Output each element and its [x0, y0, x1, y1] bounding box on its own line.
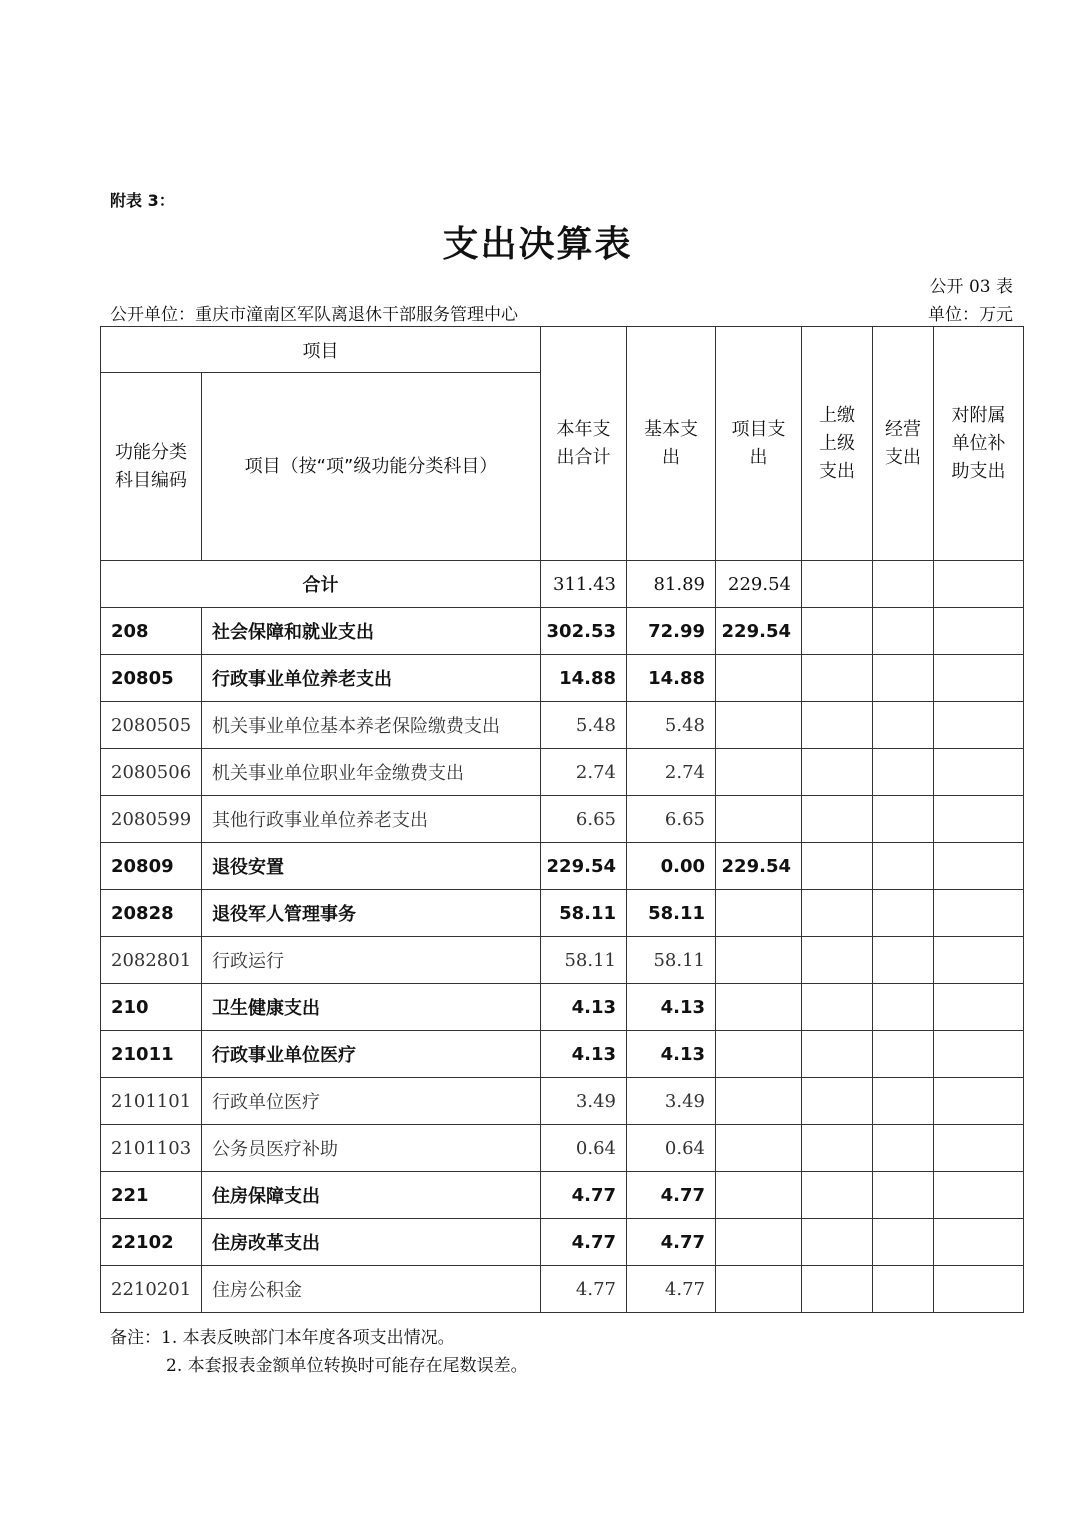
row-superior — [802, 1125, 873, 1172]
table-row — [101, 655, 1024, 702]
table-row — [101, 890, 1024, 937]
header-total: 本年支出合计 — [541, 327, 627, 561]
row-project — [716, 890, 802, 937]
row-business — [873, 1078, 934, 1125]
row-project — [716, 702, 802, 749]
row-superior — [802, 608, 873, 655]
total-business — [873, 561, 934, 608]
row-name: 行政事业单位医疗 — [202, 1031, 541, 1078]
row-total: 4.13 — [541, 1031, 627, 1078]
row-business — [873, 1172, 934, 1219]
table-row — [101, 843, 1024, 890]
row-code: 210 — [101, 984, 202, 1031]
row-basic: 5.48 — [627, 702, 716, 749]
total-subsidy — [934, 561, 1024, 608]
row-business — [873, 937, 934, 984]
row-total: 302.53 — [541, 608, 627, 655]
row-basic: 72.99 — [627, 608, 716, 655]
row-code: 2080599 — [101, 796, 202, 843]
row-code: 21011 — [101, 1031, 202, 1078]
row-business — [873, 1125, 934, 1172]
row-total: 58.11 — [541, 937, 627, 984]
row-total: 2.74 — [541, 749, 627, 796]
row-basic: 0.00 — [627, 843, 716, 890]
row-basic: 6.65 — [627, 796, 716, 843]
row-total: 0.64 — [541, 1125, 627, 1172]
row-subsidy — [934, 1078, 1024, 1125]
row-superior — [802, 1219, 873, 1266]
header-subsidy: 对附属单位补助支出 — [934, 327, 1024, 561]
row-name: 行政运行 — [202, 937, 541, 984]
row-name: 机关事业单位职业年金缴费支出 — [202, 749, 541, 796]
row-project — [716, 1031, 802, 1078]
row-name: 行政事业单位养老支出 — [202, 655, 541, 702]
row-code: 20805 — [101, 655, 202, 702]
table-row — [101, 702, 1024, 749]
row-total: 3.49 — [541, 1078, 627, 1125]
row-business — [873, 1219, 934, 1266]
row-name: 其他行政事业单位养老支出 — [202, 796, 541, 843]
row-name: 退役军人管理事务 — [202, 890, 541, 937]
row-project — [716, 937, 802, 984]
row-subsidy — [934, 843, 1024, 890]
notes — [110, 1324, 528, 1380]
table-row — [101, 1031, 1024, 1078]
row-basic: 4.13 — [627, 984, 716, 1031]
row-subsidy — [934, 749, 1024, 796]
row-project — [716, 984, 802, 1031]
row-basic: 4.77 — [627, 1172, 716, 1219]
row-project: 229.54 — [716, 843, 802, 890]
row-basic: 14.88 — [627, 655, 716, 702]
table-number: 公开 03 表 — [929, 277, 1013, 297]
table-row — [101, 937, 1024, 984]
row-superior — [802, 655, 873, 702]
row-total: 6.65 — [541, 796, 627, 843]
row-business — [873, 984, 934, 1031]
row-superior — [802, 749, 873, 796]
table-row — [101, 1266, 1024, 1313]
row-project — [716, 1266, 802, 1313]
row-business — [873, 1031, 934, 1078]
money-unit: 单位：万元 — [928, 305, 1013, 325]
row-basic: 4.77 — [627, 1219, 716, 1266]
row-total: 58.11 — [541, 890, 627, 937]
row-subsidy — [934, 1219, 1024, 1266]
row-total: 4.13 — [541, 984, 627, 1031]
row-name: 卫生健康支出 — [202, 984, 541, 1031]
total-project: 229.54 — [716, 561, 802, 608]
row-project — [716, 1172, 802, 1219]
header-project-expense: 项目支出 — [716, 327, 802, 561]
row-name: 住房改革支出 — [202, 1219, 541, 1266]
row-code: 2080505 — [101, 702, 202, 749]
row-name: 社会保障和就业支出 — [202, 608, 541, 655]
row-total: 14.88 — [541, 655, 627, 702]
row-name: 行政单位医疗 — [202, 1078, 541, 1125]
row-code: 22102 — [101, 1219, 202, 1266]
row-name: 机关事业单位基本养老保险缴费支出 — [202, 702, 541, 749]
row-basic: 58.11 — [627, 937, 716, 984]
table-row — [101, 796, 1024, 843]
row-basic: 4.13 — [627, 1031, 716, 1078]
row-project: 229.54 — [716, 608, 802, 655]
row-project — [716, 655, 802, 702]
row-code: 2101103 — [101, 1125, 202, 1172]
total-superior — [802, 561, 873, 608]
row-total: 4.77 — [541, 1172, 627, 1219]
row-subsidy — [934, 937, 1024, 984]
header-superior: 上缴上级支出 — [802, 327, 873, 561]
row-total: 229.54 — [541, 843, 627, 890]
row-subsidy — [934, 702, 1024, 749]
row-business — [873, 1266, 934, 1313]
row-code: 2101101 — [101, 1078, 202, 1125]
row-basic: 2.74 — [627, 749, 716, 796]
row-subsidy — [934, 608, 1024, 655]
table-row — [101, 1172, 1024, 1219]
row-superior — [802, 890, 873, 937]
row-project — [716, 1078, 802, 1125]
note-1: 备注：1. 本表反映部门本年度各项支出情况。 — [110, 1328, 455, 1348]
table-row — [101, 1219, 1024, 1266]
row-superior — [802, 1031, 873, 1078]
table-row — [101, 1078, 1024, 1125]
row-business — [873, 749, 934, 796]
appendix-label: 附表 3： — [110, 191, 175, 210]
total-row — [101, 561, 1024, 608]
row-name: 退役安置 — [202, 843, 541, 890]
row-project — [716, 1219, 802, 1266]
row-name: 住房公积金 — [202, 1266, 541, 1313]
header-basic: 基本支出 — [627, 327, 716, 561]
row-code: 20809 — [101, 843, 202, 890]
row-basic: 3.49 — [627, 1078, 716, 1125]
row-basic: 0.64 — [627, 1125, 716, 1172]
row-business — [873, 608, 934, 655]
row-superior — [802, 843, 873, 890]
row-project — [716, 749, 802, 796]
row-superior — [802, 702, 873, 749]
row-business — [873, 890, 934, 937]
header-business: 经营支出 — [873, 327, 934, 561]
note-2: 2. 本套报表金额单位转换时可能存在尾数误差。 — [166, 1356, 528, 1376]
row-code: 2080506 — [101, 749, 202, 796]
table-row — [101, 749, 1024, 796]
row-code: 221 — [101, 1172, 202, 1219]
row-subsidy — [934, 1172, 1024, 1219]
row-name: 公务员医疗补助 — [202, 1125, 541, 1172]
row-subsidy — [934, 984, 1024, 1031]
row-total: 5.48 — [541, 702, 627, 749]
row-basic: 4.77 — [627, 1266, 716, 1313]
total-total: 311.43 — [541, 561, 627, 608]
table-row — [101, 1125, 1024, 1172]
row-basic: 58.11 — [627, 890, 716, 937]
row-superior — [802, 984, 873, 1031]
row-project — [716, 796, 802, 843]
row-total: 4.77 — [541, 1219, 627, 1266]
total-label: 合计 — [101, 561, 541, 608]
row-code: 2082801 — [101, 937, 202, 984]
table-row — [101, 984, 1024, 1031]
row-superior — [802, 937, 873, 984]
header-code: 功能分类科目编码 — [101, 373, 202, 561]
reporting-unit: 公开单位：重庆市潼南区军队离退休干部服务管理中心 — [110, 305, 518, 325]
header-item: 项目（按“项”级功能分类科目） — [202, 373, 541, 561]
row-subsidy — [934, 1031, 1024, 1078]
row-subsidy — [934, 890, 1024, 937]
total-basic: 81.89 — [627, 561, 716, 608]
row-business — [873, 843, 934, 890]
row-project — [716, 1125, 802, 1172]
header-project: 项目 — [101, 327, 541, 373]
row-total: 4.77 — [541, 1266, 627, 1313]
row-business — [873, 655, 934, 702]
unit-line — [110, 300, 1013, 325]
row-business — [873, 702, 934, 749]
row-subsidy — [934, 796, 1024, 843]
row-subsidy — [934, 655, 1024, 702]
row-name: 住房保障支出 — [202, 1172, 541, 1219]
table-row — [101, 608, 1024, 655]
row-business — [873, 796, 934, 843]
row-superior — [802, 1078, 873, 1125]
row-subsidy — [934, 1266, 1024, 1313]
row-subsidy — [934, 1125, 1024, 1172]
row-superior — [802, 796, 873, 843]
row-code: 2210201 — [101, 1266, 202, 1313]
row-superior — [802, 1266, 873, 1313]
row-superior — [802, 1172, 873, 1219]
expenditure-table — [100, 326, 1024, 1313]
row-code: 208 — [101, 608, 202, 655]
page-title: 支出决算表 — [442, 224, 633, 265]
row-code: 20828 — [101, 890, 202, 937]
